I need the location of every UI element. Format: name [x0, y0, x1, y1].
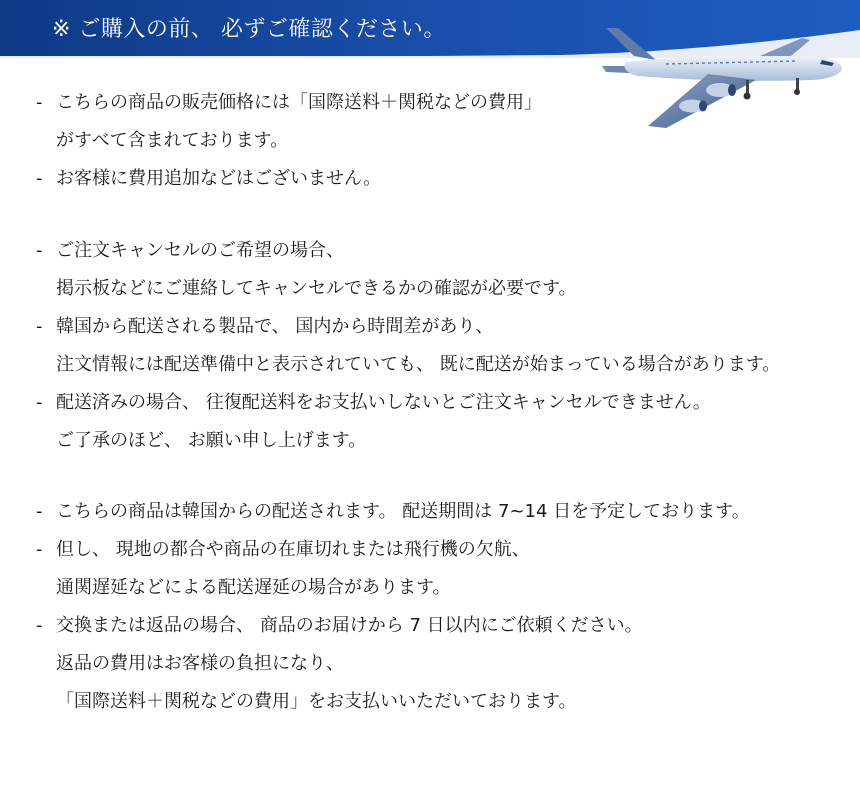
- list-item-text: 「国際送料＋関税などの費用」をお支払いいただいております。: [56, 691, 577, 712]
- list-item: [36, 160, 856, 198]
- list-item-text: こちらの商品の販売価格には「国際送料＋関税などの費用」: [56, 92, 542, 113]
- notice-title: ※ ご購入の前、 必ずご確認ください。: [52, 17, 446, 42]
- list-item: [36, 308, 856, 346]
- list-item: [36, 384, 856, 422]
- list-item-text: 掲示板などにご連絡してキャンセルできるかの確認が必要です。: [56, 278, 577, 299]
- list-item-continuation: [36, 569, 856, 607]
- bullet-dash: -: [36, 501, 43, 522]
- list-item-text: 配送済みの場合、 往復配送料をお支払いしないとご注文キャンセルできません。: [56, 392, 711, 413]
- list-item-text: ご了承のほど、 お願い申し上げます。: [56, 430, 367, 451]
- list-item-continuation: [36, 422, 856, 460]
- list-item-text: 注文情報には配送準備中と表示されていても、 既に配送が始まっている場合があります。: [56, 354, 781, 375]
- bullet-dash: -: [36, 392, 43, 413]
- list-item-text: ご注文キャンセルのご希望の場合、: [56, 240, 344, 261]
- list-item-text: 交換または返品の場合、 商品のお届けから 7 日以内にご依頼ください。: [56, 615, 643, 636]
- list-item-text: お客様に費用追加などはございません。: [56, 168, 382, 189]
- bullet-dash: -: [36, 615, 43, 636]
- list-item: [36, 84, 856, 122]
- list-item-text: 韓国から配送される製品で、 国内から時間差があり、: [56, 316, 494, 337]
- list-item-text: 但し、 現地の都合や商品の在庫切れまたは飛行機の欠航、: [56, 539, 530, 560]
- list-item-text: 返品の費用はお客様の負担になり、: [56, 653, 344, 674]
- list-item-continuation: [36, 683, 856, 721]
- list-item-continuation: [36, 270, 856, 308]
- notice-list: [36, 84, 856, 721]
- bullet-dash: -: [36, 316, 43, 337]
- list-item: [36, 531, 856, 569]
- list-item-text: こちらの商品は韓国からの配送されます。 配送期間は 7~14 日を予定しております。: [56, 501, 750, 522]
- list-item-continuation: [36, 346, 856, 384]
- bullet-dash: -: [36, 240, 43, 261]
- list-item: [36, 493, 856, 531]
- list-item: [36, 607, 856, 645]
- list-item-continuation: [36, 122, 856, 160]
- list-item-text: がすべて含まれております。: [56, 130, 289, 151]
- list-item: [36, 232, 856, 270]
- list-item-continuation: [36, 645, 856, 683]
- bullet-dash: -: [36, 539, 43, 560]
- list-item-text: 通関遅延などによる配送遅延の場合があります。: [56, 577, 451, 598]
- bullet-dash: -: [36, 92, 43, 113]
- bullet-dash: -: [36, 168, 43, 189]
